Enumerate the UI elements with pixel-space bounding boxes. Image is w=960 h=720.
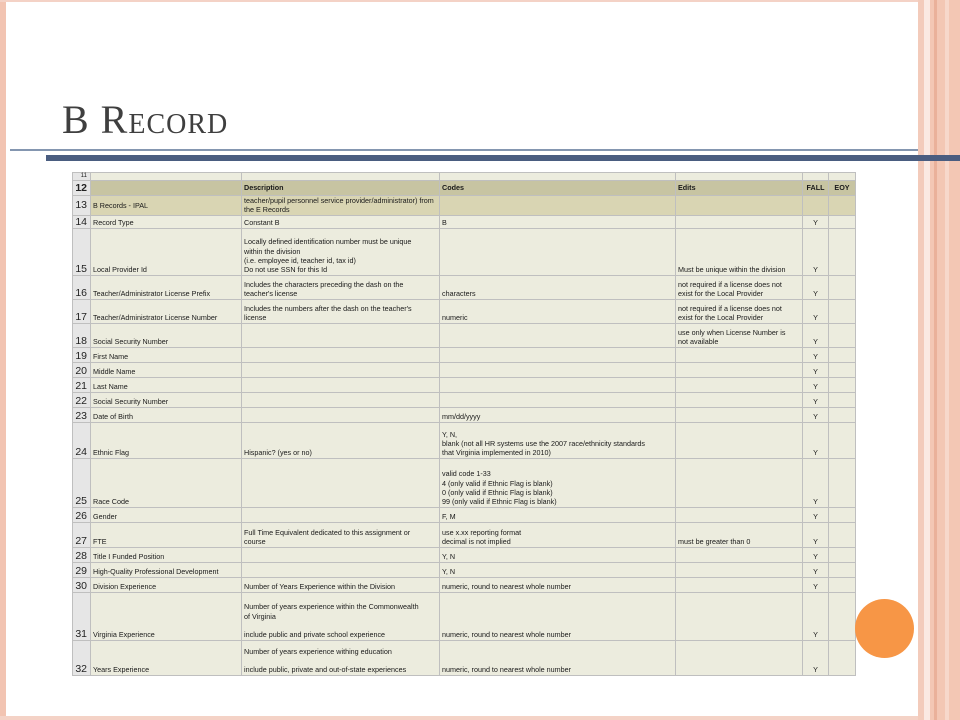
table-row xyxy=(73,547,856,562)
column-header-eoy: EOY xyxy=(829,181,856,196)
column-header-field xyxy=(91,181,242,196)
eoy-cell xyxy=(829,362,856,377)
edits-cell: not required if a license does not exist for the Local Provider xyxy=(676,299,803,323)
description-cell xyxy=(242,458,440,507)
column-header-edits: Edits xyxy=(676,181,803,196)
description-cell xyxy=(242,362,440,377)
description-cell xyxy=(242,377,440,392)
field-name-cell: Record Type xyxy=(91,215,242,228)
table-row xyxy=(73,562,856,577)
edits-cell: not required if a license does not exist for the Local Provider xyxy=(676,275,803,299)
table-row xyxy=(73,592,856,640)
row-number: 29 xyxy=(73,562,91,577)
row-number: 25 xyxy=(73,458,91,507)
table-row xyxy=(73,640,856,675)
edits-cell xyxy=(676,577,803,592)
codes-cell: valid code 1-33 4 (only valid if Ethnic Flag is blank) 0 (only valid if Ethnic Flag is blank) 99 (only valid if Ethnic Flag is blank) xyxy=(440,458,676,507)
column-header-fall: FALL xyxy=(803,181,829,196)
bottom-border-decoration xyxy=(0,716,920,720)
edits-cell: Must be unique within the division xyxy=(676,228,803,275)
description-cell: Full Time Equivalent dedicated to this assignment or course xyxy=(242,522,440,547)
row-number: 15 xyxy=(73,228,91,275)
codes-cell: numeric, round to nearest whole number xyxy=(440,577,676,592)
row-number: 23 xyxy=(73,407,91,422)
field-name-cell: Teacher/Administrator License Number xyxy=(91,299,242,323)
fall-cell: Y xyxy=(803,377,829,392)
eoy-cell xyxy=(829,458,856,507)
field-name-cell: Middle Name xyxy=(91,362,242,377)
fall-cell: Y xyxy=(803,362,829,377)
description-cell: Includes the numbers after the dash on the teacher's license xyxy=(242,299,440,323)
row-number: 20 xyxy=(73,362,91,377)
edits-cell xyxy=(676,362,803,377)
table-row xyxy=(73,377,856,392)
eoy-cell xyxy=(829,228,856,275)
edits-cell xyxy=(676,422,803,458)
field-name-cell: Virginia Experience xyxy=(91,592,242,640)
eoy-cell xyxy=(829,592,856,640)
column-header-codes: Codes xyxy=(440,181,676,196)
description-cell xyxy=(242,407,440,422)
fall-cell: Y xyxy=(803,407,829,422)
description-cell xyxy=(242,323,440,347)
eoy-cell xyxy=(829,407,856,422)
codes-cell xyxy=(440,362,676,377)
table-row xyxy=(73,522,856,547)
fall-cell: Y xyxy=(803,507,829,522)
row-number: 22 xyxy=(73,392,91,407)
table-row xyxy=(73,275,856,299)
slide-title: B Record xyxy=(62,97,229,142)
edits-cell xyxy=(676,562,803,577)
edits-cell xyxy=(676,507,803,522)
title-underline-thick xyxy=(46,155,960,161)
row-number: 14 xyxy=(73,215,91,228)
table-row xyxy=(73,215,856,228)
fall-cell: Y xyxy=(803,299,829,323)
edits-cell: use only when License Number is not available xyxy=(676,323,803,347)
top-border-decoration xyxy=(0,0,920,2)
field-name-cell: Local Provider Id xyxy=(91,228,242,275)
fall-cell: Y xyxy=(803,392,829,407)
description-cell xyxy=(242,392,440,407)
table-row-cut xyxy=(73,173,856,181)
field-name-cell: Years Experience xyxy=(91,640,242,675)
fall-cell: Y xyxy=(803,547,829,562)
edits-cell xyxy=(676,377,803,392)
fall-cell: Y xyxy=(803,323,829,347)
codes-cell xyxy=(440,196,676,216)
description-cell: Number of years experience within the Commonwealth of Virginia include public and private school experience xyxy=(242,592,440,640)
fall-cell xyxy=(803,196,829,216)
row-number: 13 xyxy=(73,196,91,216)
row-number: 21 xyxy=(73,377,91,392)
codes-cell: mm/dd/yyyy xyxy=(440,407,676,422)
fall-cell: Y xyxy=(803,228,829,275)
description-cell: teacher/pupil personnel service provider/administrator) from the E Records xyxy=(242,196,440,216)
description-cell xyxy=(242,347,440,362)
edits-cell xyxy=(676,640,803,675)
row-number: 28 xyxy=(73,547,91,562)
fall-cell: Y xyxy=(803,422,829,458)
description-cell: Hispanic? (yes or no) xyxy=(242,422,440,458)
row-number: 11 xyxy=(73,173,91,181)
edits-cell xyxy=(676,458,803,507)
eoy-cell xyxy=(829,547,856,562)
table-row xyxy=(73,392,856,407)
edits-cell xyxy=(676,215,803,228)
eoy-cell xyxy=(829,422,856,458)
field-name-cell: First Name xyxy=(91,347,242,362)
codes-cell: numeric, round to nearest whole number xyxy=(440,640,676,675)
eoy-cell xyxy=(829,275,856,299)
field-name-cell: Title I Funded Position xyxy=(91,547,242,562)
eoy-cell xyxy=(829,507,856,522)
codes-cell: F, M xyxy=(440,507,676,522)
codes-cell: Y, N xyxy=(440,547,676,562)
edits-cell xyxy=(676,547,803,562)
codes-cell xyxy=(440,323,676,347)
description-cell xyxy=(242,547,440,562)
eoy-cell xyxy=(829,562,856,577)
fall-cell: Y xyxy=(803,347,829,362)
table-row xyxy=(73,577,856,592)
row-number: 24 xyxy=(73,422,91,458)
field-name-cell: Social Security Number xyxy=(91,392,242,407)
table-header-row xyxy=(73,181,856,196)
row-number: 27 xyxy=(73,522,91,547)
eoy-cell xyxy=(829,522,856,547)
table-row xyxy=(73,299,856,323)
record-layout-table xyxy=(72,172,856,676)
description-cell: Locally defined identification number must be unique within the division (i.e. employee id, teacher id, tax id) Do not use SSN for this Id xyxy=(242,228,440,275)
table-row xyxy=(73,347,856,362)
decorative-orange-circle xyxy=(855,599,914,658)
eoy-cell xyxy=(829,299,856,323)
description-cell xyxy=(242,562,440,577)
column-header-description: Description xyxy=(242,181,440,196)
field-name-cell: Date of Birth xyxy=(91,407,242,422)
fall-cell: Y xyxy=(803,562,829,577)
codes-cell xyxy=(440,392,676,407)
eoy-cell xyxy=(829,577,856,592)
right-stripe-decoration xyxy=(934,0,937,720)
codes-cell: numeric, round to nearest whole number xyxy=(440,592,676,640)
row-number: 31 xyxy=(73,592,91,640)
field-name-cell: Ethnic Flag xyxy=(91,422,242,458)
field-name-cell: Race Code xyxy=(91,458,242,507)
description-cell: Includes the characters preceding the dash on the teacher's license xyxy=(242,275,440,299)
fall-cell: Y xyxy=(803,275,829,299)
row-number: 17 xyxy=(73,299,91,323)
fall-cell: Y xyxy=(803,522,829,547)
edits-cell xyxy=(676,392,803,407)
description-cell: Constant B xyxy=(242,215,440,228)
table-row xyxy=(73,362,856,377)
spreadsheet-image xyxy=(72,172,855,675)
description-cell xyxy=(242,507,440,522)
codes-cell: Y, N xyxy=(440,562,676,577)
description-cell: Number of Years Experience within the Division xyxy=(242,577,440,592)
title-underline-thin xyxy=(10,149,918,151)
description-cell: Number of years experience withing education include public, private and out-of-state experiences xyxy=(242,640,440,675)
field-name-cell: Gender xyxy=(91,507,242,522)
edits-cell xyxy=(676,196,803,216)
field-name-cell: B Records - IPAL xyxy=(91,196,242,216)
eoy-cell xyxy=(829,347,856,362)
codes-cell xyxy=(440,228,676,275)
eoy-cell xyxy=(829,196,856,216)
eoy-cell xyxy=(829,377,856,392)
fall-cell: Y xyxy=(803,215,829,228)
fall-cell: Y xyxy=(803,577,829,592)
field-name-cell: High-Quality Professional Development xyxy=(91,562,242,577)
fall-cell: Y xyxy=(803,640,829,675)
table-row xyxy=(73,196,856,216)
table-row xyxy=(73,458,856,507)
codes-cell: use x.xx reporting format decimal is not implied xyxy=(440,522,676,547)
fall-cell: Y xyxy=(803,458,829,507)
table-row xyxy=(73,422,856,458)
edits-cell: must be greater than 0 xyxy=(676,522,803,547)
edits-cell xyxy=(676,347,803,362)
field-name-cell: FTE xyxy=(91,522,242,547)
codes-cell: characters xyxy=(440,275,676,299)
row-number: 16 xyxy=(73,275,91,299)
table-row xyxy=(73,228,856,275)
field-name-cell: Last Name xyxy=(91,377,242,392)
field-name-cell: Social Security Number xyxy=(91,323,242,347)
eoy-cell xyxy=(829,640,856,675)
edits-cell xyxy=(676,592,803,640)
codes-cell: numeric xyxy=(440,299,676,323)
row-number: 30 xyxy=(73,577,91,592)
field-name-cell: Teacher/Administrator License Prefix xyxy=(91,275,242,299)
codes-cell: B xyxy=(440,215,676,228)
row-number: 19 xyxy=(73,347,91,362)
field-name-cell: Division Experience xyxy=(91,577,242,592)
right-stripe-decoration xyxy=(945,0,949,720)
table-row xyxy=(73,507,856,522)
row-number: 32 xyxy=(73,640,91,675)
row-number: 18 xyxy=(73,323,91,347)
eoy-cell xyxy=(829,392,856,407)
table-row xyxy=(73,323,856,347)
fall-cell: Y xyxy=(803,592,829,640)
left-border-decoration xyxy=(0,0,6,720)
row-number: 12 xyxy=(73,181,91,196)
eoy-cell xyxy=(829,215,856,228)
edits-cell xyxy=(676,407,803,422)
row-number: 26 xyxy=(73,507,91,522)
codes-cell: Y, N, blank (not all HR systems use the 2007 race/ethnicity standards that Virginia implemented in 2010) xyxy=(440,422,676,458)
codes-cell xyxy=(440,377,676,392)
eoy-cell xyxy=(829,323,856,347)
table-row xyxy=(73,407,856,422)
codes-cell xyxy=(440,347,676,362)
